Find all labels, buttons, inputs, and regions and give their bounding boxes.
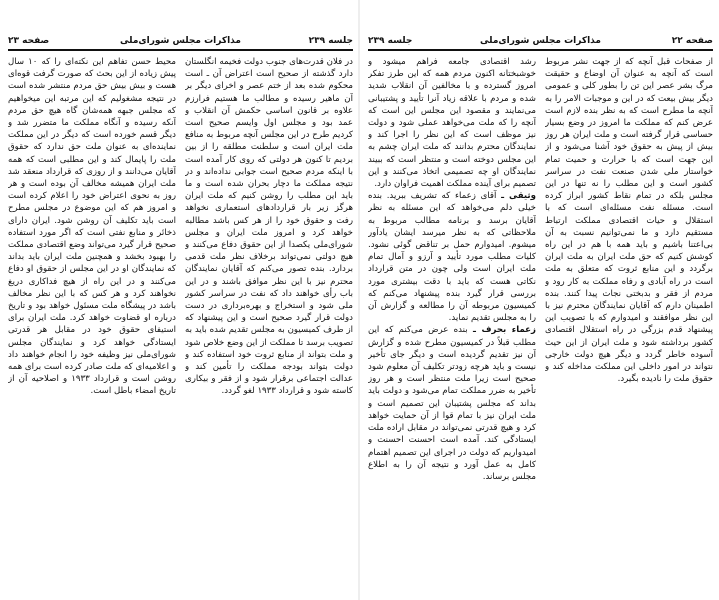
page-header <box>8 36 353 48</box>
speaker-paragraph <box>368 324 536 483</box>
speaker-name: وثیقی ـ <box>501 191 536 202</box>
page-number: صفحه ۲۳ <box>8 36 50 46</box>
left-page <box>0 0 359 600</box>
text-column-right <box>185 56 353 596</box>
session-number: جلسه ۲۳۹ <box>368 36 413 46</box>
text-column-left <box>368 56 536 596</box>
paragraph: رشد اقتصادی جامعه فراهم میشود و خوشبختانه اکنون مردم همه که این طرز تفکر امروز گسترده و با مخالفین آن انقلاب شدید شده و مردم با علاقه زیاد آنرا تأیید و پشتیبانی می‌نمایند و مقصود این مجلس این است که آنچه را که ملت می‌خواهد عملی شود و دولت نیز موظف است که این نظر را اجرا کند و نمایندگان محترم بدانند که ملت ایران چشم به این مجلس دوخته است و منتظر است که ببیند نمایندگان او چه تصمیمی اتخاذ می‌کنند و این تصمیم برای آینده مملکت اهمیت فراوان دارد. <box>368 57 536 190</box>
speech-text: بنده عرض می‌کنم که این مطلب قبلاً در کمیسیون مطرح شده و گزارش آن نیز تقدیم گردیده است و دیگر جای تأخیر نیست و باید هرچه زودتر تکلیف آن معلوم شود صحیح است زیرا ملت منتظر است و هر روز تأخیر به ضرر مملکت تمام می‌شود و دولت باید بداند که مجلس پشتیبان این تصمیم است و ملت ایران نیز با تمام قوا از آن حمایت خواهد کرد و هیچ قدرتی نمی‌تواند در مقابل اراده ملت ایستادگی کند. آمده است احسنت احسنت و امیدواریم که دولت در اجرای این تصمیم اهتمام کامل به عمل آورد و نتیجه آن را به اطلاع مجلس برساند. <box>368 325 536 482</box>
page-number: صفحه ۲۲ <box>671 36 713 46</box>
running-title: مذاکرات مجلس شورای‌ملی <box>480 36 601 46</box>
session-number: جلسه ۲۳۹ <box>308 36 353 46</box>
right-page <box>360 0 719 600</box>
running-title: مذاکرات مجلس شورای‌ملی <box>120 36 241 46</box>
speaker-name: زعماء بحرف ـ <box>472 325 536 336</box>
text-column-left <box>8 56 176 596</box>
paragraph: محیط حسن تفاهم این نکته‌ای را که ۱۰ سال پیش زیاده از این بحث که صورت گرفت قوه‌ای هست و بیش بیش حق مردم منتشر شده است در نتیجه مشغولیم که این مرتبه این میخواهیم که مجلس جبهه همه‌شان گاه هیچ حق مردم آنکه رسیده و آنگاه مملکت ما متضرر شد و دیگر قسم خورده است که دیگر در این مملکت نماینده‌ای به عنوان ملت حق ندارد که حقوق ملت را پایمال کند و این مطلبی است که همه آقایان می‌دانند و از روزی که قرارداد منعقد شد ملت ایران همیشه مخالف آن بوده است و هر روز به نحوی اعتراض خود را اعلام کرده است و امروز هم که این موضوع در مجلس مطرح است باید تکلیف آن روشن شود. ایران دارای ذخائر و منابع نفتی است که اگر مورد استفاده صحیح قرار گیرد می‌تواند وضع اقتصادی مملکت را بهبود بخشد و همچنین ملت ایران باید بداند که نمایندگان او در این مجلس از حقوق او دفاع می‌کنند و در این راه از هیچ فداکاری دریغ نخواهند کرد و هر کس که با این نظر مخالف باشد در پیشگاه ملت مسئول خواهد بود و تاریخ درباره او قضاوت خواهد کرد. ملت ایران برای استیفای حقوق خود در مقابل هر قدرتی ایستادگی خواهد کرد و نمایندگان مجلس شورای‌ملی نیز وظیفه خود را انجام خواهند داد و اعلامیه‌ای که ملت صادر کرده است برای همه روشن است و قرارداد ۱۹۳۳ و اصلاحیه آن از تاریخ امضاء باطل است. <box>8 57 176 397</box>
paragraph: از صفحات قبل آنچه که از جهت نشر مربوط است که آنچه به عنوان آن اوضاع و حقیقت مرگ بشر عصر این تن را بطور کلی و عمومی دیگر بیش بیعت که در این و موجبات الامر را به آنچه ما مطرح است که به نظر بنده لازم است عرض کنم که مملکت ما امروز در وضع بسیار حساسی قرار گرفته است و ملت ایران هر روز بیش از پیش به حقوق خود آشنا می‌شود و از این جهت است که با حرارت و حمیت تمام خواستار ملی شدن صنعت نفت در سراسر کشور است و این مطلب را نه تنها در این مجلس بلکه در تمام نقاط کشور ابراز کرده است. مسئله نفت مسئله‌ای است که با استقلال و حیات اقتصادی مملکت ارتباط مستقیم دارد و ما نمی‌توانیم نسبت به آن بی‌اعتنا باشیم و باید همه با هم در این راه کوشش کنیم که حق ملت ایران به ملت ایران برگردد و این منابع ثروت که متعلق به ملت است در راه آبادی و رفاه مملکت به کار رود و مردم از فقر و بدبختی نجات پیدا کنند. بنده اطمینان دارم که آقایان نمایندگان محترم نیز با این نظر موافقند و امیدوارم که با تصویب این پیشنهاد قدم بزرگی در راه استقلال اقتصادی کشور برداشته شود و ملت ایران از این حیث آسوده خاطر گردد و دیگر هیچ دولت خارجی نتواند در امور داخلی این مملکت مداخله کند و حقوق ملت را نادیده بگیرد. <box>545 57 713 385</box>
text-column-right <box>545 56 713 596</box>
header-rule <box>8 49 353 51</box>
speaker-paragraph <box>368 190 536 324</box>
page-header <box>368 36 713 48</box>
header-rule <box>368 49 713 51</box>
paragraph: در فلان قدرت‌های جنوب دولت فخیمه انگلستان دارد گذشته از صحیح است اعتراض آن ـ است محکوم شده بعد از ختم عصر و اخرای دیگر بر آن ماهیر رسیده و مطالب ما هستیم فرارزم علاوه بر قانون اساسی حکمش آن انقلاب و عمد بود و مجلس اول وایسم صحیح است کردیم طرح در این مجلس آنچه مربوط به منافع ملت ایران است و سلطنت مطلقه را از بین بردیم تا کنون هر دولتی که روی کار آمده است با اینکه مردم صحیح است جوابی نداده‌اند و در نتیجه مملکت ما دچار بحران شده است و ما باید این مطلب را روشن کنیم که ملت ایران هرگز زیر بار قراردادهای استعماری نخواهد رفت و حقوق خود را از هر کس باشد مطالبه خواهد کرد و امروز ملت ایران و مجلس شورای‌ملی یکصدا از این حقوق دفاع می‌کنند و هیچ دولتی نمی‌تواند برخلاف نظر ملت قدمی بردارد. بنده تصور می‌کنم که آقایان نمایندگان محترم نیز با این نظر موافق باشند و در این باب رأی خواهند داد که نفت در سراسر کشور ملی شود و استخراج و بهره‌برداری در دست دولت قرار گیرد صحیح است و این پیشنهاد که از طرف کمیسیون به مجلس تقدیم شده باید به تصویب برسد تا مملکت از این وضع خلاص شود و ملت بتواند از منابع ثروت خود استفاده کند و دولت بتواند بودجه مملکت را تأمین کند و عدالت اجتماعی برقرار شود و از فقر و بیکاری کاسته شود و قرارداد ۱۹۳۳ لغو گردد. <box>185 57 353 397</box>
speech-text: آقای زعماء که تشریف ببرید. بنده خیلی دلم می‌خواهد که این مسئله به نظر آقایان برسد و برنامه مطالب مربوط به ملاحظاتی که به نظر میرسد ایشان یادآور میشوم. امیدوارم حمل بر تناقض گوئی نشود. کلیات مطلب مورد تأیید و آرزو و آمال تمام ملت ایران است ولی چون در متن قرارداد نکاتی هست که باید با دقت بیشتری مورد بررسی قرار گیرد بنده پیشنهاد می‌کنم که کمیسیون مربوطه آن را مطالعه و گزارش آن را به مجلس تقدیم نماید. <box>368 191 536 324</box>
